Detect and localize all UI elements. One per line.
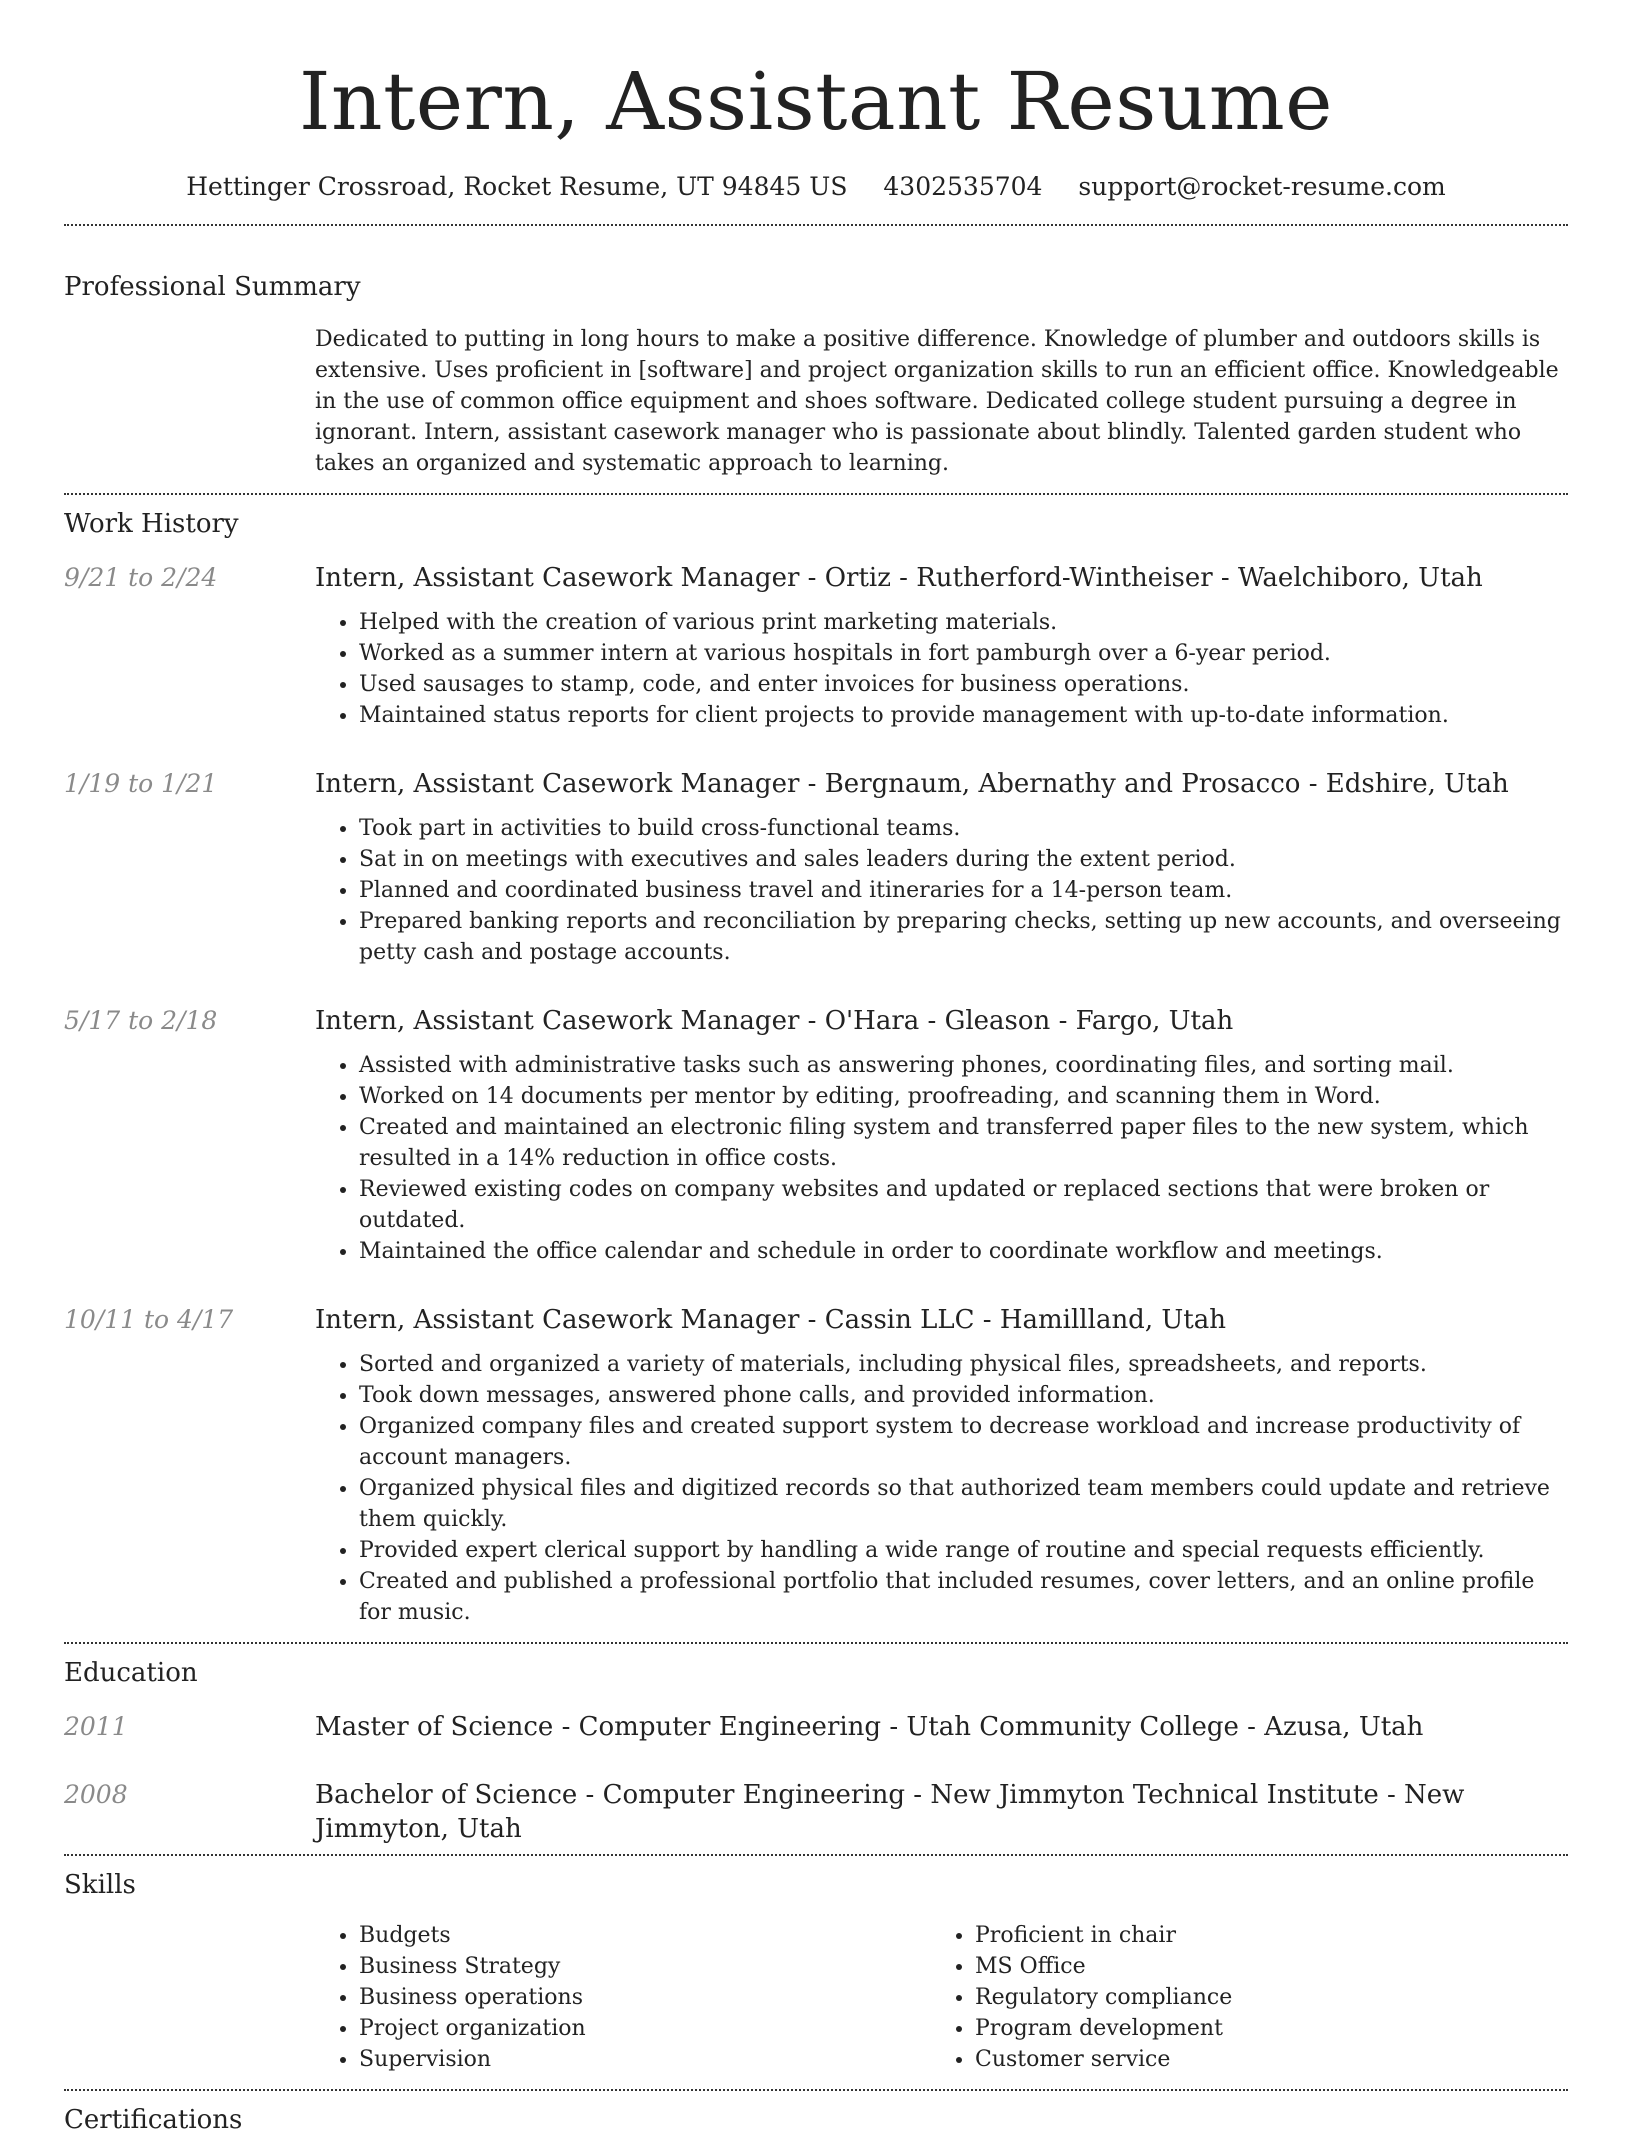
job-bullet: • Maintained status reports for client projects to provide management with up-to-date information.: [359, 700, 1568, 731]
skill-item: • Business Strategy: [359, 1951, 931, 1982]
skills-heading: Skills: [64, 1870, 136, 1900]
job-dates: 10/11 to 4/17: [64, 1305, 234, 1334]
job-bullet: • Worked as a summer intern at various hospitals in fort pamburgh over a 6-year period.: [359, 638, 1568, 669]
skill-item: • MS Office: [975, 1951, 1547, 1982]
skill-item: • Proficient in chair: [975, 1920, 1547, 1951]
skill-item: • Supervision: [359, 2044, 931, 2075]
job-bullet: • Prepared banking reports and reconciliation by preparing checks, setting up new accounts, and overseeing petty cash and postage accounts.: [359, 906, 1568, 968]
job-bullet: • Provided expert clerical support by handling a wide range of routine and special requests efficiently.: [359, 1535, 1568, 1566]
skill-item: • Business operations: [359, 1982, 931, 2013]
certifications-section: [64, 2091, 1568, 2137]
certifications-heading: Certifications: [64, 2105, 243, 2135]
job-entry: [64, 1004, 1568, 1267]
contact-address: Hettinger Crossroad, Rocket Resume, UT 94845 US: [186, 172, 848, 201]
job-body: [315, 1004, 1568, 1267]
education-degree: Bachelor of Science - Computer Engineering - New Jimmyton Technical Institute - New Jimmyton, Utah: [315, 1780, 1465, 1844]
job-dates: 5/17 to 2/18: [64, 1006, 218, 1035]
education-entry: [64, 1778, 1568, 1846]
job-body: [315, 561, 1568, 731]
skills-section: [64, 1856, 1568, 2089]
work-history-section: [64, 495, 1568, 1642]
job-bullet: • Took part in activities to build cross-functional teams.: [359, 813, 1568, 844]
education-degree: Master of Science - Computer Engineering - Utah Community College - Azusa, Utah: [315, 1712, 1424, 1742]
summary-heading: Professional Summary: [64, 272, 361, 302]
education-heading: Education: [64, 1658, 198, 1688]
job-bullets: [315, 1349, 1568, 1628]
education-year: 2011: [64, 1712, 128, 1741]
job-bullet: • Organized physical files and digitized records so that authorized team members could update and retrieve them quickly.: [359, 1473, 1568, 1535]
job-bullet: • Assisted with administrative tasks such as answering phones, coordinating files, and sorting mail.: [359, 1050, 1568, 1081]
education-year: 2008: [64, 1780, 128, 1809]
job-bullets: [315, 813, 1568, 968]
skills-grid: [315, 1920, 1568, 2089]
job-bullet: • Reviewed existing codes on company websites and updated or replaced sections that were broken or outdated.: [359, 1174, 1568, 1236]
job-bullet: • Used sausages to stamp, code, and enter invoices for business operations.: [359, 669, 1568, 700]
job-bullet: • Helped with the creation of various print marketing materials.: [359, 607, 1568, 638]
contact-phone: 4302535704: [883, 172, 1043, 201]
job-title: Intern, Assistant Casework Manager - O'Hara - Gleason - Fargo, Utah: [315, 1006, 1234, 1036]
job-bullet: • Maintained the office calendar and schedule in order to coordinate workflow and meetings.: [359, 1236, 1568, 1267]
skills-column-left: [315, 1920, 931, 2075]
job-bullet: • Sat in on meetings with executives and sales leaders during the extent period.: [359, 844, 1568, 875]
job-title: Intern, Assistant Casework Manager - Bergnaum, Abernathy and Prosacco - Edshire, Utah: [315, 769, 1509, 799]
job-dates: 1/19 to 1/21: [64, 769, 218, 798]
work-history-heading: Work History: [64, 509, 239, 539]
skill-item: • Regulatory compliance: [975, 1982, 1547, 2013]
summary-section: [64, 226, 1568, 479]
job-bullet: • Created and maintained an electronic filing system and transferred paper files to the new system, which resulted in a 14% reduction in office costs.: [359, 1112, 1568, 1174]
job-title: Intern, Assistant Casework Manager - Cassin LLC - Hamillland, Utah: [315, 1305, 1226, 1335]
education-entry: [64, 1710, 1568, 1744]
job-bullet: • Organized company files and created support system to decrease workload and increase productivity of account managers.: [359, 1411, 1568, 1473]
job-bullet: • Worked on 14 documents per mentor by editing, proofreading, and scanning them in Word.: [359, 1081, 1568, 1112]
job-bullet: • Planned and coordinated business travel and itineraries for a 14-person team.: [359, 875, 1568, 906]
job-title: Intern, Assistant Casework Manager - Ortiz - Rutherford-Wintheiser - Waelchiboro, Utah: [315, 563, 1483, 593]
skill-item: • Budgets: [359, 1920, 931, 1951]
skill-item: • Program development: [975, 2013, 1547, 2044]
education-section: [64, 1644, 1568, 1854]
contact-line: [64, 170, 1568, 204]
job-bullet: • Took down messages, answered phone calls, and provided information.: [359, 1380, 1568, 1411]
contact-email: support@rocket-resume.com: [1078, 172, 1446, 201]
job-entry: [64, 561, 1568, 731]
job-body: [315, 1303, 1568, 1628]
job-dates: 9/21 to 2/24: [64, 563, 218, 592]
job-bullets: [315, 1050, 1568, 1267]
job-bullet: • Created and published a professional portfolio that included resumes, cover letters, and an online profile for music.: [359, 1566, 1568, 1628]
job-bullet: • Sorted and organized a variety of materials, including physical files, spreadsheets, and reports.: [359, 1349, 1568, 1380]
resume-title: Intern, Assistant Resume: [298, 55, 1334, 148]
job-entry: [64, 1303, 1568, 1642]
job-entry: [64, 767, 1568, 968]
skill-item: • Project organization: [359, 2013, 931, 2044]
skills-column-right: [931, 1920, 1547, 2075]
summary-text: Dedicated to putting in long hours to make a positive difference. Knowledge of plumber and outdoors skills is extensive. Uses proficient in [software] and project organization skills to run an efficient office. Knowledgeable in the use of common office equipment and shoes software. Dedicated college student pursuing a degree in ignorant. Intern, assistant casework manager who is passionate about blindly. Talented garden student who takes an organized and systematic approach to learning.: [315, 327, 1559, 476]
job-body: [315, 767, 1568, 968]
skill-item: • Customer service: [975, 2044, 1547, 2075]
job-bullets: [315, 607, 1568, 731]
